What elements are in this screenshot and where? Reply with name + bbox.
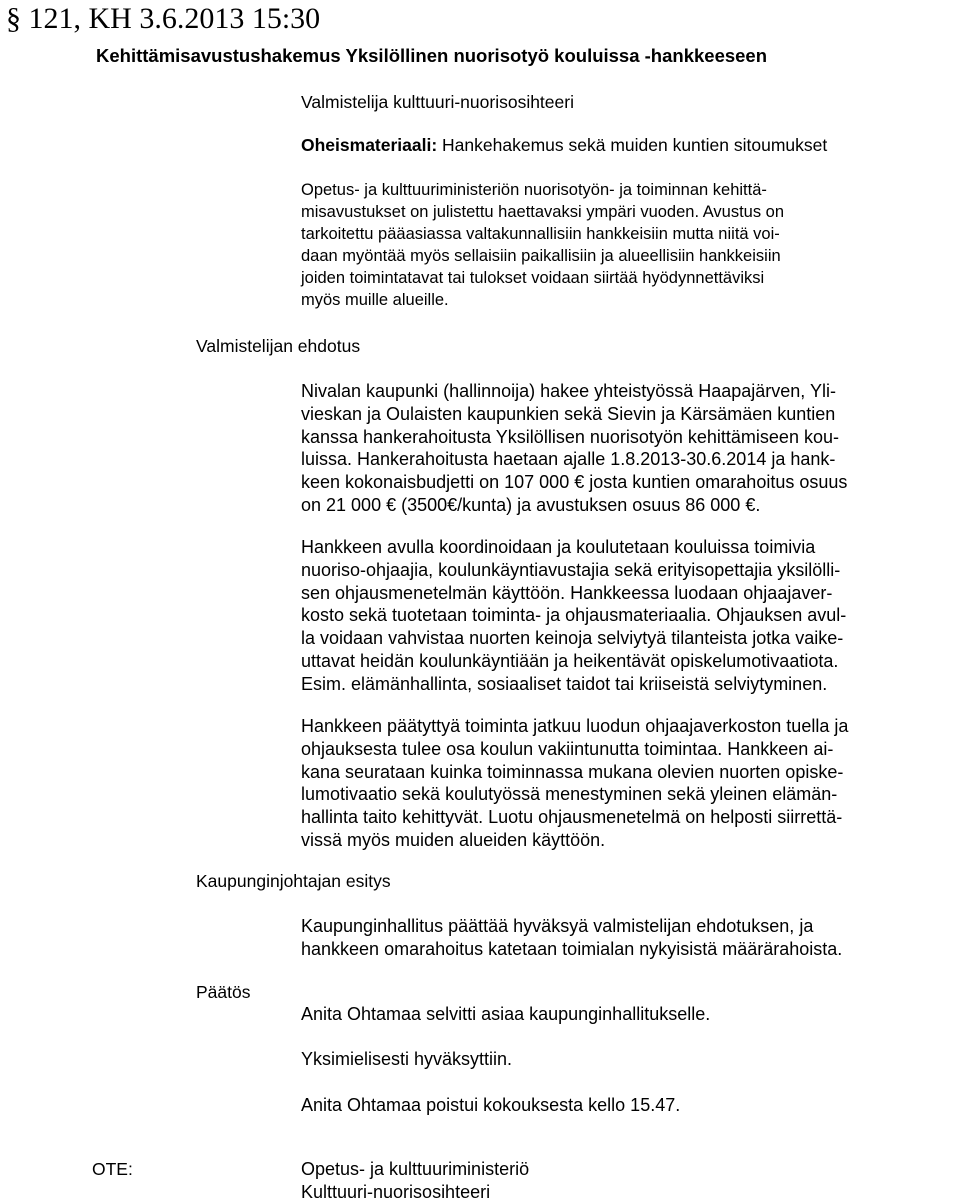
text-line: lumotivaatio sekä koulutyössä menestyminen sekä yleinen elämän- [301, 784, 838, 805]
label-decision: Päätös [196, 982, 251, 1002]
text-line: tarkoitettu pääasiassa valtakunnallisiin hankkeisiin mutta niitä voi- [301, 225, 780, 243]
mayor-presentation-text [301, 915, 842, 961]
text-line: Hankkeen avulla koordinoidaan ja koulutetaan kouluissa toimivia [301, 537, 816, 557]
text-line: vieskan ja Oulaisten kaupunkien sekä Sievin ja Kärsämäen kuntien [301, 403, 836, 424]
text-line: hankkeen omarahoitus katetaan toimialan nykyisistä määrärahoista. [301, 938, 843, 959]
text-line: myös muille alueille. [301, 291, 449, 309]
attachments-value: Hankehakemus sekä muiden kuntien sitoumukset [437, 135, 828, 155]
attachments-line [301, 134, 827, 157]
text-line: joiden toimintatavat tai tulokset voidaan siirtää hyödynnettäviksi [301, 269, 765, 287]
text-line: misavustukset on julistettu haettavaksi ympäri vuoden. Avustus on [301, 203, 785, 221]
decision-item: Anita Ohtamaa selvitti asiaa kaupunginhallitukselle. [301, 1004, 711, 1024]
text-line: Kaupunginhallitus päättää hyväksyä valmistelijan ehdotuksen, ja [301, 916, 814, 936]
text-line: hallinta taito kehittyvät. Luotu ohjausmenetelmä on helposti siirrettä- [301, 807, 843, 828]
section-header: § 121, KH 3.6.2013 15:30 [6, 2, 321, 35]
recipient: Kulttuuri-nuorisosihteeri [301, 1181, 491, 1202]
text-line: keen kokonaisbudjetti on 107 000 € josta kuntien omarahoitus osuus [301, 472, 848, 493]
text-line: daan myöntää myös sellaisiin paikallisiin ja alueellisiin hankkeisiin [301, 247, 781, 265]
text-line: kanssa hankerahoitusta Yksilöllisen nuorisotyön kehittämiseen kou- [301, 426, 839, 447]
proposal-paragraph-2 [301, 536, 846, 696]
text-line: vissä myös muiden alueiden käyttöön. [301, 829, 606, 850]
text-line: la voidaan vahvistaa nuorten keinoja selviytyä tilanteista jotka vaike- [301, 628, 844, 649]
decision-item: Anita Ohtamaa poistui kokouksesta kello 15.47. [301, 1095, 681, 1115]
label-preparer-proposal: Valmistelijan ehdotus [196, 336, 361, 356]
proposal-paragraph-3 [301, 715, 848, 852]
document-title: Kehittämisavustushakemus Yksilöllinen nuorisotyö kouluissa -hankkeeseen [96, 45, 768, 66]
text-line: Nivalan kaupunki (hallinnoija) hakee yhteistyössä Haapajärven, Yli- [301, 381, 836, 401]
proposal-paragraph-1 [301, 380, 847, 517]
text-line: Esim. elämänhallinta, sosiaaliset taidot tai kriiseistä selviytyminen. [301, 673, 828, 694]
label-mayor-presentation: Kaupunginjohtajan esitys [196, 871, 391, 891]
recipient: Opetus- ja kulttuuriministeriö [301, 1159, 530, 1179]
text-line: on 21 000 € (3500€/kunta) ja avustuksen osuus 86 000 €. [301, 494, 761, 515]
text-line: uttavat heidän koulunkäyntiään ja heikentävät opiskelumotivaatiota. [301, 650, 839, 671]
text-line: kosto sekä tuotetaan toiminta- ja ohjausmateriaalia. Ohjauksen avul- [301, 605, 847, 626]
preparer-line: Valmistelija kulttuuri-nuorisosihteeri [301, 92, 574, 112]
text-line: nuoriso-ohjaajia, koulunkäyntiavustajia sekä erityisopettajia yksilölli- [301, 559, 841, 580]
text-line: kana seurataan kuinka toiminnassa mukana olevien nuorten opiske- [301, 761, 844, 782]
text-line: Opetus- ja kulttuuriministeriön nuorisotyön- ja toiminnan kehittä- [301, 181, 767, 199]
attachments-label: Oheismateriaali: [301, 135, 438, 155]
text-line: ohjauksesta tulee osa koulun vakiintunutta toimintaa. Hankkeen ai- [301, 738, 834, 759]
text-line: sen ohjausmenetelmän käyttöön. Hankkeessa luodaan ohjaajaver- [301, 582, 833, 603]
ote-recipients [301, 1158, 529, 1204]
decision-item: Yksimielisesti hyväksyttiin. [301, 1049, 513, 1069]
label-ote: OTE: [92, 1159, 133, 1179]
text-line: luissa. Hankerahoitusta haetaan ajalle 1.8.2013-30.6.2014 ja hank- [301, 449, 836, 470]
text-line: Hankkeen päätyttyä toiminta jatkuu luodun ohjaajaverkoston tuella ja [301, 716, 849, 736]
intro-paragraph [301, 179, 784, 311]
